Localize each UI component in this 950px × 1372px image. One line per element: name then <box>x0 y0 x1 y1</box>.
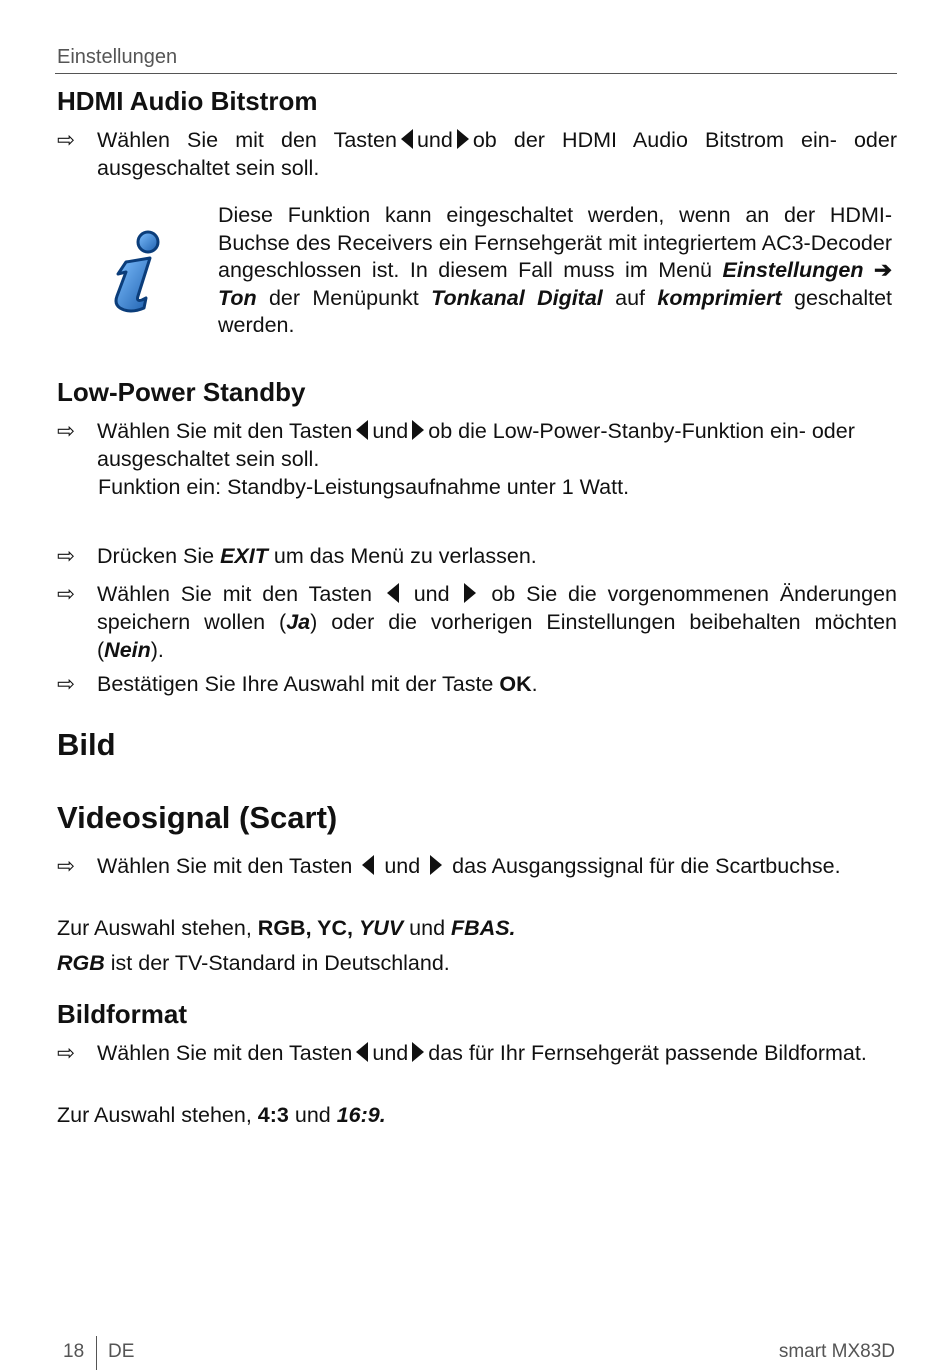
triangle-right-icon <box>457 129 469 149</box>
info-icon <box>108 228 164 314</box>
bullet-confirm: ⇨ Bestätigen Sie Ihre Auswahl mit der Taste OK. <box>57 672 538 696</box>
triangle-left-icon <box>356 1042 368 1062</box>
bullet-low-power: ⇨ Wählen Sie mit den Tasten und ob die Low-Power-Stanby-Funktion ein- oder ausgeschaltet sein soll. <box>57 419 855 471</box>
bullet-save: ⇨ Wählen Sie mit den Tasten und ob Sie die vorgenommenen Änderungen speichern wollen (Ja) oder die vorherigen Einstellungen beibehalten möchten (Nein). <box>57 582 897 662</box>
bullet-arrow-icon: ⇨ <box>57 128 76 152</box>
footer-language: DE <box>108 1341 135 1362</box>
format-options: Zur Auswahl stehen, 4:3 und 16:9. <box>57 1103 386 1127</box>
video-standard: RGB ist der TV-Standard in Deutschland. <box>57 951 450 975</box>
bullet-arrow-icon: ⇨ <box>57 582 76 606</box>
bullet-arrow-icon: ⇨ <box>57 419 76 443</box>
triangle-left-icon <box>401 129 413 149</box>
bullet-hdmi: ⇨ Wählen Sie mit den Tasten und ob der HDMI Audio Bitstrom ein- oder ausgeschaltet sein soll. <box>57 128 897 180</box>
bullet-bildformat: ⇨ Wählen Sie mit den Tasten und das für Ihr Fernsehgerät passende Bildformat. <box>57 1041 867 1065</box>
bullet-arrow-icon: ⇨ <box>57 1041 76 1065</box>
heading-bildformat: Bildformat <box>57 999 187 1029</box>
triangle-left-icon <box>356 420 368 440</box>
triangle-right-icon <box>430 855 442 875</box>
triangle-right-icon <box>464 583 476 603</box>
heading-hdmi-audio: HDMI Audio Bitstrom <box>57 86 318 116</box>
bullet-arrow-icon: ⇨ <box>57 544 76 568</box>
page-number: 18 <box>63 1341 85 1362</box>
video-options: Zur Auswahl stehen, RGB, YC, YUV und FBAS. <box>57 916 516 940</box>
heading-bild: Bild <box>57 727 116 762</box>
triangle-left-icon <box>387 583 399 603</box>
footer-divider <box>96 1336 97 1370</box>
triangle-right-icon <box>412 420 424 440</box>
heading-videosignal: Videosignal (Scart) <box>57 800 338 835</box>
bullet-arrow-icon: ⇨ <box>57 672 76 696</box>
heading-low-power: Low-Power Standby <box>57 377 306 407</box>
footer-model: smart MX83D <box>778 1341 895 1362</box>
running-header: Einstellungen <box>57 46 178 68</box>
menu-arrow-icon: ➔ <box>873 258 892 282</box>
bullet-arrow-icon: ⇨ <box>57 854 76 878</box>
low-power-note: Funktion ein: Standby-Leistungsaufnahme unter 1 Watt. <box>98 475 630 499</box>
triangle-right-icon <box>412 1042 424 1062</box>
info-note: Diese Funktion kann eingeschaltet werden, wenn an der HDMI-Buchse des Receivers ein Fernsehgerät mit integriertem AC3-Decoder angeschlossen ist. In diesem Fall muss im Menü Einstellungen ➔ Ton der Menüpunkt Tonkanal Digital auf komprimiert geschaltet werden. <box>218 203 893 337</box>
bullet-exit: ⇨ Drücken Sie EXIT um das Menü zu verlassen. <box>57 544 537 568</box>
bullet-videosignal: ⇨ Wählen Sie mit den Tasten und das Ausgangssignal für die Scartbuchse. <box>57 854 841 878</box>
header-rule <box>55 73 897 74</box>
triangle-left-icon <box>362 855 374 875</box>
